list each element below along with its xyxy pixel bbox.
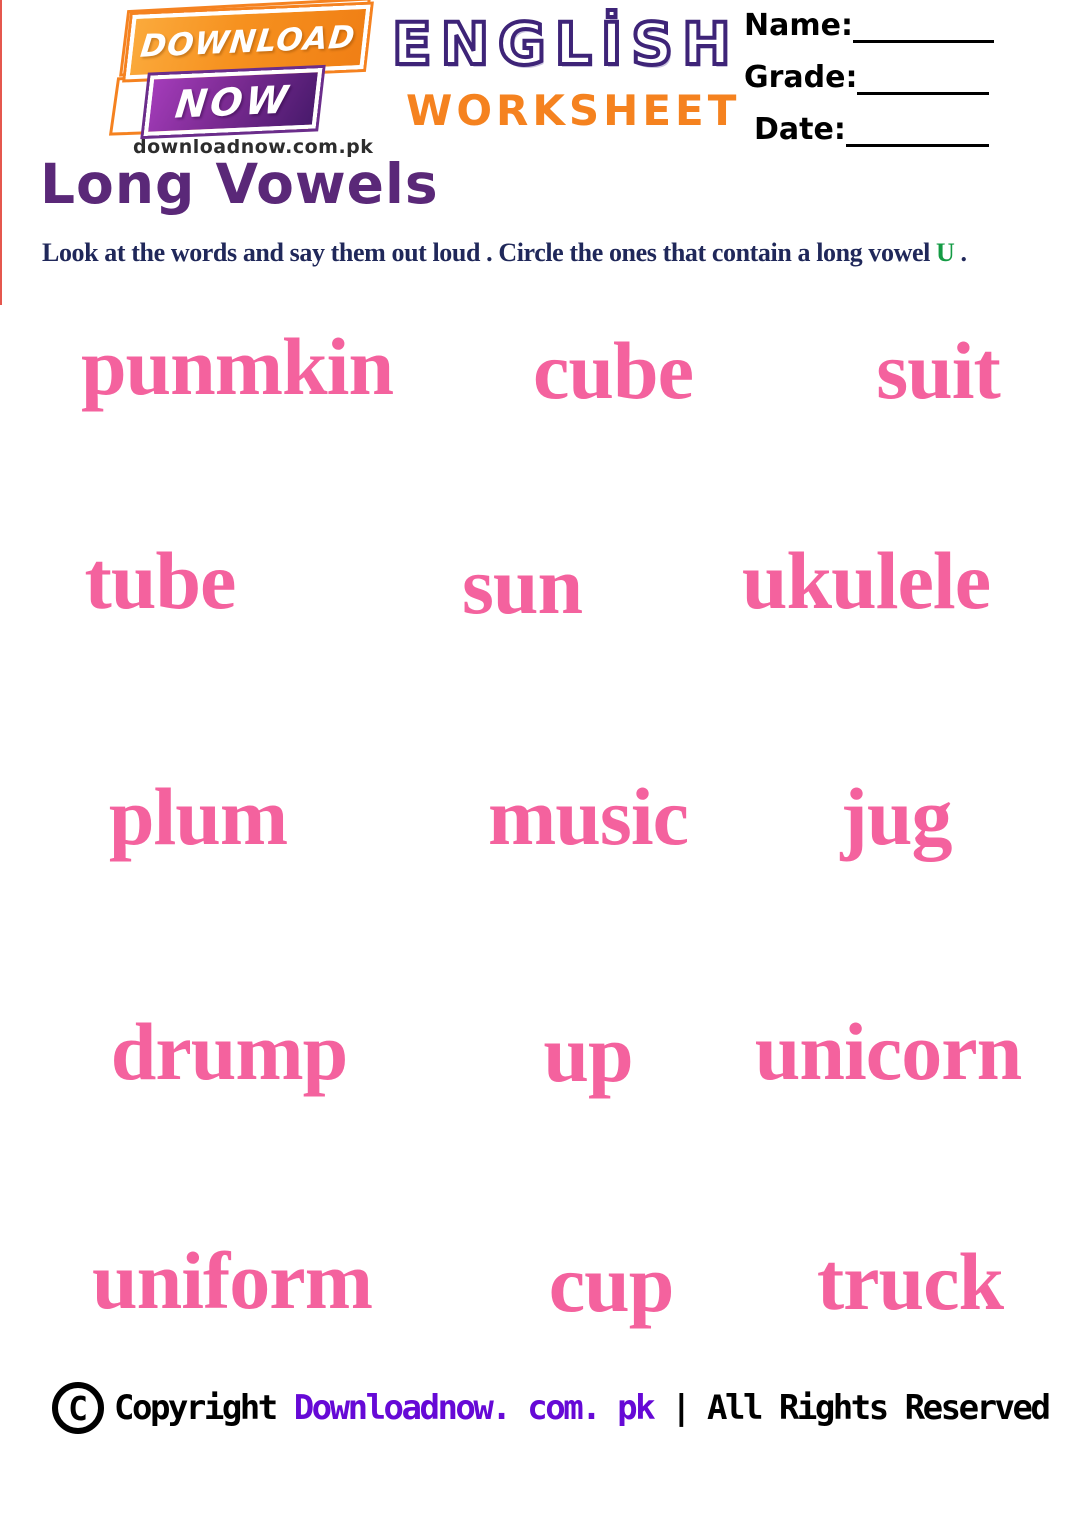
copyright-text xyxy=(114,1388,1048,1428)
logo-website-text: downloadnow.com.pk xyxy=(133,136,374,158)
word-ukulele: ukulele xyxy=(741,535,991,626)
date-write-line xyxy=(846,115,989,147)
name-field-label: Name: xyxy=(744,8,853,43)
word-cube: cube xyxy=(533,325,693,416)
word-cup: cup xyxy=(548,1238,674,1329)
word-uniform: uniform xyxy=(92,1235,372,1326)
date-field-label: Date: xyxy=(754,112,846,147)
word-suit: suit xyxy=(876,325,1000,416)
word-jug: jug xyxy=(840,771,952,862)
name-write-line xyxy=(853,11,994,43)
word-sun: sun xyxy=(461,540,583,631)
copyright-site-link[interactable]: Downloadnow. com. pk xyxy=(293,1388,654,1428)
title-worksheet: WORKSHEET xyxy=(406,86,741,135)
logo-now-text: NOW xyxy=(173,77,293,127)
word-music: music xyxy=(488,771,688,862)
logo-download-banner xyxy=(125,5,370,80)
instruction-text xyxy=(42,238,1052,268)
word-punmkin: punmkin xyxy=(80,321,394,412)
title-english: ENGLİSH xyxy=(392,10,740,78)
copyright-icon-letter: C xyxy=(68,1388,88,1428)
word-plum: plum xyxy=(108,771,288,862)
section-heading: Long Vowels xyxy=(40,152,439,216)
grade-field xyxy=(744,60,994,95)
name-field xyxy=(744,8,994,43)
rights-reserved-text: | All Rights Reserved xyxy=(653,1388,1049,1428)
instruction-prefix: Look at the words and say them out loud . Circle the ones that contain a long vowel xyxy=(42,238,937,267)
word-drump: drump xyxy=(110,1006,348,1097)
date-field xyxy=(754,112,994,147)
copyright-prefix: Copyright xyxy=(114,1388,294,1428)
word-truck: truck xyxy=(816,1236,1004,1327)
word-unicorn: unicorn xyxy=(754,1006,1022,1097)
instruction-suffix: . xyxy=(954,238,967,267)
logo-now-banner xyxy=(144,68,323,136)
grade-write-line xyxy=(857,63,989,95)
student-info-fields xyxy=(744,8,994,164)
instruction-vowel-highlight: U xyxy=(936,238,955,267)
scan-edge-artifact xyxy=(0,0,2,305)
downloadnow-logo xyxy=(105,4,385,156)
copyright-icon xyxy=(52,1382,104,1434)
grade-field-label: Grade: xyxy=(744,60,858,95)
copyright-footer xyxy=(52,1382,1048,1434)
word-tube: tube xyxy=(84,535,236,626)
word-up: up xyxy=(543,1008,633,1099)
logo-download-text: DOWNLOAD xyxy=(138,19,358,65)
